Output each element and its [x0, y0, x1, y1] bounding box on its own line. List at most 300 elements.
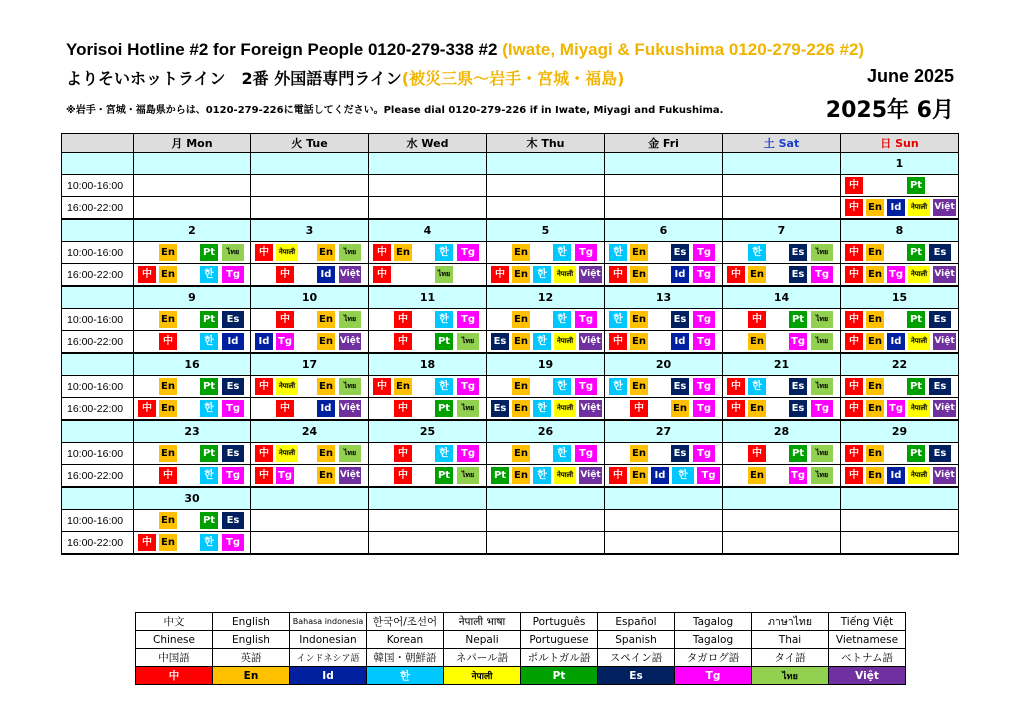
language-tag-zh: 中 [845, 467, 863, 484]
language-tag-en: En [866, 199, 884, 216]
legend-cell: English [213, 631, 290, 649]
language-tag-group [723, 398, 840, 419]
language-slot-cell [251, 197, 369, 220]
language-tag-zh: 中 [727, 266, 745, 283]
language-tag-en: En [159, 266, 177, 283]
language-slot-cell [369, 510, 487, 532]
language-tag-group [841, 443, 958, 464]
language-slot-cell [605, 264, 723, 287]
time-slot-label: 10:00-16:00 [62, 510, 134, 532]
date-cell [487, 153, 605, 175]
legend-cell: Tiếng Việt [829, 613, 906, 631]
language-tag-tg: Tg [457, 244, 479, 261]
language-tag-en: En [159, 534, 177, 551]
language-tag-group [251, 309, 368, 330]
legend-cell: 中国語 [136, 649, 213, 667]
language-tag-group [487, 264, 604, 285]
language-tag-en: En [748, 400, 766, 417]
time-slot-label: 16:00-22:00 [62, 398, 134, 421]
language-tag-group [134, 465, 250, 486]
language-tag-zh: 中 [255, 244, 273, 261]
date-cell: 13 [605, 286, 723, 309]
language-tag-group [723, 510, 840, 531]
language-tag-group [369, 175, 486, 196]
legend-cell: ネパール語 [444, 649, 521, 667]
language-tag-vi: Việt [933, 199, 956, 216]
language-tag-zh: 中 [373, 378, 391, 395]
language-tag-pt: Pt [200, 512, 218, 529]
language-tag-ne: नेपाली [554, 400, 576, 417]
language-tag-tg: Tg [693, 244, 715, 261]
language-tag-en: En [866, 467, 884, 484]
language-tag-id: Id [317, 266, 335, 283]
date-cell: 23 [134, 420, 251, 443]
language-tag-group [841, 197, 958, 218]
language-tag-ko: 한 [533, 400, 551, 417]
language-tag-ne: नेपाली [276, 244, 298, 261]
language-tag-tg: Tg [457, 311, 479, 328]
legend-code-ne: नेपाली [444, 667, 521, 685]
date-row-spacer [62, 487, 134, 510]
legend-cell: Korean [367, 631, 444, 649]
legend-cell: Portuguese [521, 631, 598, 649]
date-cell [841, 487, 959, 510]
legend-cell: Español [598, 613, 675, 631]
language-tag-ko: 한 [435, 244, 453, 261]
language-tag-vi: Việt [339, 266, 361, 283]
language-tag-group [134, 398, 250, 419]
language-slot-cell [369, 264, 487, 287]
date-cell [134, 153, 251, 175]
language-tag-group [251, 510, 368, 531]
language-tag-vi: Việt [579, 333, 602, 350]
date-row [62, 286, 959, 309]
language-slot-cell [369, 465, 487, 488]
language-slot-cell [723, 398, 841, 421]
legend-cell: スペイン語 [598, 649, 675, 667]
language-tag-group [134, 264, 250, 285]
language-tag-ko: 한 [553, 445, 571, 462]
date-row-spacer [62, 353, 134, 376]
legend-code-id: Id [290, 667, 367, 685]
language-tag-th: ไทย [339, 311, 361, 328]
legend-cell: Chinese [136, 631, 213, 649]
language-slot-cell [841, 264, 959, 287]
date-row [62, 219, 959, 242]
weekday-header: 日 Sun [841, 134, 959, 153]
language-tag-ne: नेपाली [908, 400, 930, 417]
language-tag-pt: Pt [435, 467, 453, 484]
language-tag-group [369, 532, 486, 553]
time-slot-row [62, 465, 959, 488]
date-row [62, 153, 959, 175]
language-slot-cell [487, 398, 605, 421]
language-tag-tg: Tg [222, 467, 244, 484]
language-slot-cell [251, 264, 369, 287]
language-tag-ne: नेपाली [908, 266, 930, 283]
language-tag-id: Id [222, 333, 244, 350]
language-slot-cell [841, 532, 959, 555]
language-slot-cell [605, 331, 723, 354]
language-tag-en: En [317, 311, 335, 328]
legend-cell: インドネシア語 [290, 649, 367, 667]
language-tag-ko: 한 [200, 333, 218, 350]
language-tag-en: En [630, 333, 648, 350]
language-tag-group [251, 532, 368, 553]
language-tag-group [369, 398, 486, 419]
date-row-spacer [62, 153, 134, 175]
language-tag-en: En [394, 244, 412, 261]
date-cell: 30 [134, 487, 251, 510]
language-slot-cell [369, 398, 487, 421]
language-tag-ko: 한 [533, 467, 551, 484]
language-tag-group [134, 510, 250, 531]
language-tag-group [841, 510, 958, 531]
language-slot-cell [487, 510, 605, 532]
language-tag-group [134, 309, 250, 330]
language-tag-ko: 한 [200, 400, 218, 417]
legend-row-english [136, 631, 906, 649]
language-tag-th: ไทย [811, 467, 833, 484]
date-cell: 6 [605, 219, 723, 242]
language-tag-id: Id [317, 400, 335, 417]
language-tag-group [369, 242, 486, 263]
time-slot-label: 16:00-22:00 [62, 532, 134, 555]
language-tag-ko: 한 [553, 378, 571, 395]
language-tag-en: En [159, 445, 177, 462]
language-tag-es: Es [222, 445, 244, 462]
language-tag-group [605, 309, 722, 330]
language-slot-cell [251, 398, 369, 421]
language-tag-group [251, 197, 368, 218]
language-tag-es: Es [222, 378, 244, 395]
language-tag-group [251, 398, 368, 419]
language-tag-zh: 中 [394, 333, 412, 350]
language-slot-cell [841, 376, 959, 398]
language-tag-tg: Tg [887, 400, 905, 417]
legend-cell: 英語 [213, 649, 290, 667]
date-cell: 14 [723, 286, 841, 309]
legend-code-th: ไทย [752, 667, 829, 685]
language-tag-en: En [671, 400, 689, 417]
legend-row-codes [136, 667, 906, 685]
language-slot-cell [251, 175, 369, 197]
time-slot-row [62, 309, 959, 331]
language-tag-ko: 한 [435, 311, 453, 328]
language-tag-group [134, 532, 250, 553]
language-slot-cell [723, 175, 841, 197]
language-slot-cell [605, 175, 723, 197]
language-tag-zh: 中 [138, 534, 156, 551]
date-row [62, 353, 959, 376]
date-cell: 15 [841, 286, 959, 309]
date-cell: 24 [251, 420, 369, 443]
language-tag-en: En [866, 333, 884, 350]
language-slot-cell [251, 331, 369, 354]
language-tag-en: En [866, 378, 884, 395]
page-subtitle [66, 66, 624, 89]
language-tag-tg: Tg [575, 244, 597, 261]
language-slot-cell [369, 331, 487, 354]
language-tag-group [487, 309, 604, 330]
language-tag-pt: Pt [789, 445, 807, 462]
language-tag-en: En [317, 244, 335, 261]
language-slot-cell [723, 242, 841, 264]
language-tag-en: En [630, 467, 648, 484]
language-tag-group [841, 309, 958, 330]
language-tag-tg: Tg [575, 378, 597, 395]
time-slot-label: 16:00-22:00 [62, 331, 134, 354]
legend-row-native [136, 613, 906, 631]
language-tag-group [487, 443, 604, 464]
language-tag-ko: 한 [553, 311, 571, 328]
language-slot-cell [369, 443, 487, 465]
date-cell [369, 487, 487, 510]
language-tag-group [841, 398, 958, 419]
language-tag-zh: 中 [727, 378, 745, 395]
language-slot-cell [369, 242, 487, 264]
language-tag-zh: 中 [845, 177, 863, 194]
time-slot-row [62, 197, 959, 220]
language-tag-tg: Tg [811, 400, 833, 417]
language-slot-cell [134, 376, 251, 398]
language-tag-id: Id [651, 467, 669, 484]
language-tag-th: ไทย [339, 244, 361, 261]
language-tag-group [723, 264, 840, 285]
language-tag-zh: 中 [138, 400, 156, 417]
language-tag-tg: Tg [693, 333, 715, 350]
language-tag-tg: Tg [222, 400, 244, 417]
language-slot-cell [841, 331, 959, 354]
title-highlight: (Iwate, Miyagi & Fukushima 0120-279-226 #2) [502, 40, 865, 59]
language-tag-es: Es [491, 400, 509, 417]
language-tag-tg: Tg [789, 333, 807, 350]
date-row-spacer [62, 286, 134, 309]
language-tag-es: Es [671, 378, 689, 395]
language-tag-ko: 한 [609, 311, 627, 328]
language-tag-es: Es [222, 512, 244, 529]
language-tag-zh: 中 [845, 199, 863, 216]
language-tag-group [134, 376, 250, 397]
language-tag-es: Es [491, 333, 509, 350]
language-tag-en: En [394, 378, 412, 395]
date-cell [605, 153, 723, 175]
language-tag-tg: Tg [693, 445, 715, 462]
language-tag-tg: Tg [693, 400, 715, 417]
legend-cell: ポルトガル語 [521, 649, 598, 667]
date-cell: 7 [723, 219, 841, 242]
schedule-calendar [61, 133, 959, 555]
language-tag-pt: Pt [907, 244, 925, 261]
language-tag-en: En [630, 244, 648, 261]
legend-cell: Bahasa indonesia [290, 613, 367, 631]
date-row [62, 487, 959, 510]
language-slot-cell [841, 175, 959, 197]
time-slot-label: 10:00-16:00 [62, 175, 134, 197]
language-tag-pt: Pt [907, 311, 925, 328]
language-slot-cell [723, 532, 841, 555]
language-tag-zh: 中 [845, 244, 863, 261]
legend-cell: नेपाली भाषा [444, 613, 521, 631]
language-slot-cell [134, 398, 251, 421]
time-slot-label: 16:00-22:00 [62, 197, 134, 220]
language-slot-cell [487, 443, 605, 465]
language-tag-group [487, 510, 604, 531]
language-tag-en: En [748, 333, 766, 350]
language-tag-zh: 中 [609, 266, 627, 283]
language-tag-tg: Tg [697, 467, 720, 484]
language-tag-id: Id [887, 199, 905, 216]
language-tag-ko: 한 [200, 534, 218, 551]
language-tag-vi: Việt [579, 266, 602, 283]
date-cell: 9 [134, 286, 251, 309]
language-tag-group [369, 331, 486, 352]
language-tag-tg: Tg [457, 378, 479, 395]
language-tag-tg: Tg [693, 378, 715, 395]
language-tag-es: Es [222, 311, 244, 328]
language-tag-group [605, 331, 722, 352]
legend-row-japanese [136, 649, 906, 667]
date-cell: 22 [841, 353, 959, 376]
legend-cell: 中文 [136, 613, 213, 631]
language-tag-en: En [159, 311, 177, 328]
date-cell: 19 [487, 353, 605, 376]
language-slot-cell [841, 465, 959, 488]
language-tag-th: ไทย [811, 333, 833, 350]
language-slot-cell [251, 376, 369, 398]
language-tag-zh: 中 [630, 400, 648, 417]
language-tag-es: Es [671, 244, 689, 261]
header-corner [62, 134, 134, 153]
language-slot-cell [841, 309, 959, 331]
language-tag-th: ไทย [222, 244, 244, 261]
language-slot-cell [605, 398, 723, 421]
language-slot-cell [487, 532, 605, 555]
language-slot-cell [605, 197, 723, 220]
language-tag-group [723, 309, 840, 330]
date-cell: 17 [251, 353, 369, 376]
language-tag-en: En [866, 244, 884, 261]
language-slot-cell [605, 376, 723, 398]
language-tag-id: Id [255, 333, 273, 350]
language-slot-cell [723, 197, 841, 220]
language-tag-group [369, 465, 486, 486]
time-slot-row [62, 264, 959, 287]
language-tag-en: En [317, 378, 335, 395]
time-slot-row [62, 532, 959, 555]
legend-cell: English [213, 613, 290, 631]
language-slot-cell [841, 510, 959, 532]
weekday-header: 水 Wed [369, 134, 487, 153]
language-tag-group [251, 331, 368, 352]
language-tag-zh: 中 [845, 378, 863, 395]
language-tag-zh: 中 [394, 400, 412, 417]
language-tag-ne: नेपाली [276, 445, 298, 462]
language-tag-en: En [866, 266, 884, 283]
language-tag-pt: Pt [907, 378, 925, 395]
language-tag-zh: 中 [845, 445, 863, 462]
language-slot-cell [134, 264, 251, 287]
language-tag-zh: 中 [845, 400, 863, 417]
language-tag-ne: नेपाली [554, 467, 576, 484]
language-tag-tg: Tg [789, 467, 807, 484]
date-cell: 11 [369, 286, 487, 309]
language-tag-zh: 中 [845, 266, 863, 283]
time-slot-row [62, 175, 959, 197]
language-tag-en: En [512, 378, 530, 395]
language-tag-es: Es [789, 244, 807, 261]
language-tag-zh: 中 [491, 266, 509, 283]
language-tag-pt: Pt [907, 177, 925, 194]
language-tag-th: ไทย [435, 266, 453, 283]
language-tag-group [369, 443, 486, 464]
language-tag-group [369, 264, 486, 285]
language-tag-zh: 中 [748, 445, 766, 462]
language-tag-tg: Tg [222, 534, 244, 551]
date-cell: 27 [605, 420, 723, 443]
language-tag-en: En [630, 378, 648, 395]
language-tag-th: ไทย [457, 333, 479, 350]
legend-cell: Vietnamese [829, 631, 906, 649]
language-slot-cell [134, 242, 251, 264]
language-tag-ko: 한 [672, 467, 694, 484]
language-slot-cell [251, 532, 369, 555]
title-main: Yorisoi Hotline #2 for Foreign People 0120-279-338 #2 [66, 40, 503, 59]
language-tag-zh: 中 [373, 266, 391, 283]
language-tag-th: ไทย [811, 378, 833, 395]
language-tag-en: En [512, 400, 530, 417]
language-tag-zh: 中 [276, 266, 294, 283]
date-cell: 18 [369, 353, 487, 376]
language-slot-cell [841, 197, 959, 220]
legend-cell: Indonesian [290, 631, 367, 649]
language-slot-cell [841, 242, 959, 264]
language-tag-group [723, 331, 840, 352]
legend-code-ko: 한 [367, 667, 444, 685]
language-tag-vi: Việt [339, 333, 361, 350]
language-slot-cell [841, 398, 959, 421]
language-tag-en: En [866, 311, 884, 328]
time-slot-row [62, 242, 959, 264]
language-tag-group [487, 175, 604, 196]
language-tag-ne: नेपाली [276, 378, 298, 395]
month-english: June 2025 [866, 66, 954, 86]
language-tag-group [487, 532, 604, 553]
language-tag-vi: Việt [339, 400, 361, 417]
language-tag-zh: 中 [255, 467, 273, 484]
language-tag-ko: 한 [533, 266, 551, 283]
page-title [66, 40, 864, 60]
time-slot-label: 16:00-22:00 [62, 465, 134, 488]
legend-cell: タガログ語 [675, 649, 752, 667]
subtitle-main: よりそいホットライン 2番 外国語専門ライン [66, 69, 402, 88]
language-slot-cell [487, 264, 605, 287]
date-row [62, 420, 959, 443]
language-tag-group [487, 376, 604, 397]
language-tag-th: ไทย [339, 445, 361, 462]
language-tag-en: En [159, 378, 177, 395]
language-tag-group [605, 443, 722, 464]
language-tag-group [134, 175, 250, 196]
language-tag-pt: Pt [435, 333, 453, 350]
language-tag-th: ไทย [457, 400, 479, 417]
language-tag-th: ไทย [339, 378, 361, 395]
language-tag-en: En [748, 266, 766, 283]
language-tag-group [605, 175, 722, 196]
weekday-header: 月 Mon [134, 134, 251, 153]
language-tag-en: En [630, 445, 648, 462]
language-tag-ne: नेपाली [908, 199, 930, 216]
